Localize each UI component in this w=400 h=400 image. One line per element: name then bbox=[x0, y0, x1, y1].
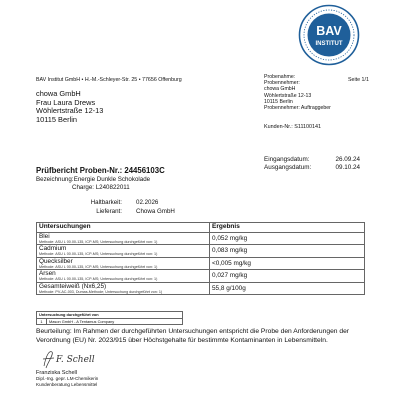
report-title: Prüfbericht Proben-Nr.: 24456103C bbox=[36, 166, 165, 175]
probe-info-line: 10115 Berlin bbox=[264, 98, 293, 105]
parameter-name: Quecksilber bbox=[39, 257, 73, 265]
parameter-method: Methode: ASU L 00.00-135, ICP-MS; Untersuchung durchgeführt von: 1) bbox=[39, 277, 158, 282]
parameter-name: Cadmium bbox=[39, 245, 67, 253]
sender-line: BAV Institut GmbH • H.-M.-Schleyer-Str. 25 • 77656 Offenburg bbox=[36, 77, 182, 83]
date-value: 26.09.24 bbox=[335, 156, 360, 163]
table-row bbox=[37, 257, 365, 269]
bezeichnung-label: Bezeichnung: bbox=[36, 176, 74, 183]
date-value: 09.10.24 bbox=[335, 164, 360, 171]
signature-script: F. Schell bbox=[56, 355, 95, 365]
probe-info-line: Probennehmer: bbox=[264, 80, 300, 87]
page-number: Seite 1/1 bbox=[348, 77, 369, 83]
sample-details bbox=[36, 199, 175, 217]
lab-number: 1 bbox=[37, 318, 47, 325]
recipient-address bbox=[36, 90, 103, 124]
parameter-name: Arsen bbox=[39, 270, 56, 278]
result-value: <0,005 mg/kg bbox=[210, 257, 365, 269]
table-row bbox=[37, 270, 365, 282]
header-ergebnis: Ergebnis bbox=[210, 223, 365, 233]
signer-block bbox=[36, 370, 98, 388]
probe-info bbox=[264, 74, 360, 111]
table-row bbox=[37, 233, 365, 245]
result-value: 0,052 mg/kg bbox=[210, 233, 365, 245]
lieferant-value: Chowa GmbH bbox=[136, 207, 175, 215]
header-untersuchungen: Untersuchungen bbox=[37, 223, 210, 233]
signer-line: Dipl.-Ing. gepr. LM-Chemikerin bbox=[36, 376, 99, 382]
lab-name: Mason GmbH - A Tentamus Company bbox=[47, 318, 183, 325]
kunden-nr: Kunden-Nr.: S11100141 bbox=[264, 124, 322, 130]
table-row bbox=[37, 282, 365, 294]
signer-line: Kundenberatung Lebensmittel bbox=[36, 382, 98, 387]
parameter-method: Methode: PV-AC-003, Dumas-Methode; Untersuchung durchgeführt von: 1) bbox=[39, 289, 163, 294]
signature bbox=[40, 346, 95, 370]
lab-header-row bbox=[37, 312, 183, 319]
parameter-method: Methode: ASU L 00.00-135, ICP-MS; Untersuchung durchgeführt von: 1) bbox=[39, 240, 158, 244]
date-label: Eingangsdatum: bbox=[264, 156, 310, 163]
parameter-method: Methode: ASU L 00.00-135, ICP-MS; Untersuchung durchgeführt von: 1) bbox=[39, 264, 158, 269]
probe-info-line: Probenahme: bbox=[264, 74, 296, 80]
date-row-eingang bbox=[264, 156, 360, 164]
dates-block bbox=[264, 156, 360, 172]
lab-header: Untersuchung durchgeführt von bbox=[37, 312, 183, 319]
recipient-line: chowa GmbH bbox=[36, 89, 81, 98]
probe-info-line: chowa GmbH bbox=[264, 86, 296, 93]
result-value: 0,083 mg/kg bbox=[210, 245, 365, 257]
beurteilung-text: Beurteilung: Im Rahmen der durchgeführten Untersuchungen entspricht die Probe den Anforderungen der Verordnung (EU) Nr. 2023/915 über Höchstgehalte für bestimmte Kontaminanten in Lebensmitteln. bbox=[36, 328, 350, 345]
result-value: 55,8 g/100g bbox=[210, 282, 365, 294]
logo-text-institut: INSTITUT bbox=[315, 41, 343, 47]
charge-value: Charge: L240822011 bbox=[72, 184, 130, 191]
parameter-name: Blei bbox=[39, 233, 50, 240]
logo-text-bav: BAV bbox=[316, 24, 342, 38]
haltbarkeit-label: Haltbarkeit: bbox=[90, 199, 122, 206]
parameter-method: Methode: ASU L 00.00-135, ICP-MS; Untersuchung durchgeführt von: 1) bbox=[39, 252, 158, 257]
result-value: 0,027 mg/kg bbox=[210, 270, 365, 282]
bav-institut-logo bbox=[298, 4, 360, 66]
recipient-line: 10115 Berlin bbox=[36, 114, 77, 124]
parameter-name: Gesamteiweiß (Nx6,25) bbox=[39, 282, 107, 290]
date-label: Ausgangsdatum: bbox=[264, 164, 312, 171]
date-row-ausgang bbox=[264, 164, 360, 172]
lieferant-label: Lieferant: bbox=[96, 207, 122, 215]
lab-table bbox=[36, 311, 183, 325]
bezeichnung-value: Energie Dunkle Schokolade bbox=[73, 176, 151, 183]
recipient-line: Frau Laura Drews bbox=[36, 97, 96, 107]
table-row bbox=[37, 318, 183, 325]
table-row bbox=[37, 245, 365, 257]
probe-info-line: Wöhlertstraße 12-13 bbox=[264, 92, 312, 99]
probe-info-line: Probennehmer: Auftraggeber bbox=[264, 105, 331, 112]
haltbarkeit-value: 02.2026 bbox=[136, 199, 159, 206]
results-header-row bbox=[37, 223, 365, 233]
results-table bbox=[36, 222, 365, 295]
sample-description bbox=[36, 176, 150, 192]
recipient-line: Wöhlertstraße 12-13 bbox=[36, 106, 104, 116]
signer-name: Franziska Schell bbox=[36, 370, 78, 376]
